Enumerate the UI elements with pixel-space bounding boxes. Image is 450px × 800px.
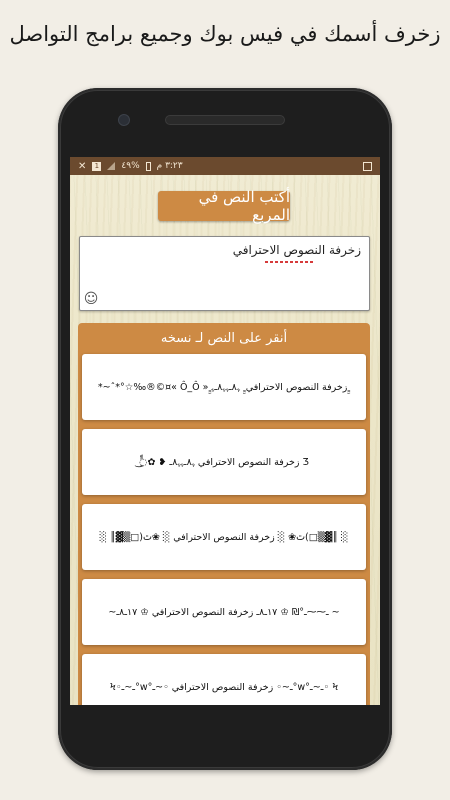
- app-screen: [70, 157, 380, 705]
- emoji-icon[interactable]: ☺: [83, 291, 99, 307]
- camera-icon: [118, 114, 130, 126]
- write-text-button[interactable]: أكتب النص في المربع: [158, 191, 290, 221]
- status-right: [363, 162, 372, 171]
- status-bar: [70, 157, 380, 175]
- result-card[interactable]: *~ˆ*°☆‰®©¤« Ô_Ô » ٍِزخرفة النصوص الاحترافي ٍِ ﮩ٨ـﮩﮩ٨ـﮩ ٍِ: [82, 354, 366, 420]
- battery-percent: %٤٩: [121, 161, 140, 171]
- speaker-grille: [165, 115, 285, 125]
- result-card[interactable]: ◌ٍِّ͜✿ ❥ زخرفة النصوص الاحترافي ﮩ٨ـﮩﮩ٨ـ Ʒ: [82, 429, 366, 495]
- result-card[interactable]: ~ـ⁓⁓ـ°₪ ♔ ١٧ـ٨ـ زخرفة النصوص الاحترافي ♔ ١٧ـ٨ـ ~: [82, 579, 366, 645]
- promo-title: زخرف أسمك في فيس بوك وجميع برامج التواصل: [9, 22, 441, 46]
- notification-icon: [363, 162, 372, 171]
- results-title: أنقر على النص لـ نسخه: [160, 330, 288, 346]
- status-time: ٣:٢٣ م: [156, 161, 183, 171]
- sim-badge: 1: [92, 162, 101, 171]
- battery-icon: [146, 162, 151, 171]
- results-panel: [78, 323, 370, 705]
- result-card[interactable]: ░ ║▓▒□)ﭢ❀ ░ زخرفة النصوص الاحترافي ░ ❀ﭢ(□▒▓║ ░: [82, 504, 366, 570]
- mute-icon: ✕: [78, 160, 87, 172]
- result-card[interactable]: Ϟ◦ـ~ـ°w°ـ~◦ زخرفة النصوص الاحترافي ◦~ـ°w°ـ~ـ◦ Ϟ: [82, 654, 366, 705]
- spellcheck-underline: [265, 261, 315, 263]
- signal-icon: [107, 162, 115, 170]
- status-left: [78, 161, 183, 172]
- text-input-value[interactable]: زخرفة النصوص الاحترافي: [232, 243, 361, 257]
- text-input[interactable]: [79, 236, 370, 311]
